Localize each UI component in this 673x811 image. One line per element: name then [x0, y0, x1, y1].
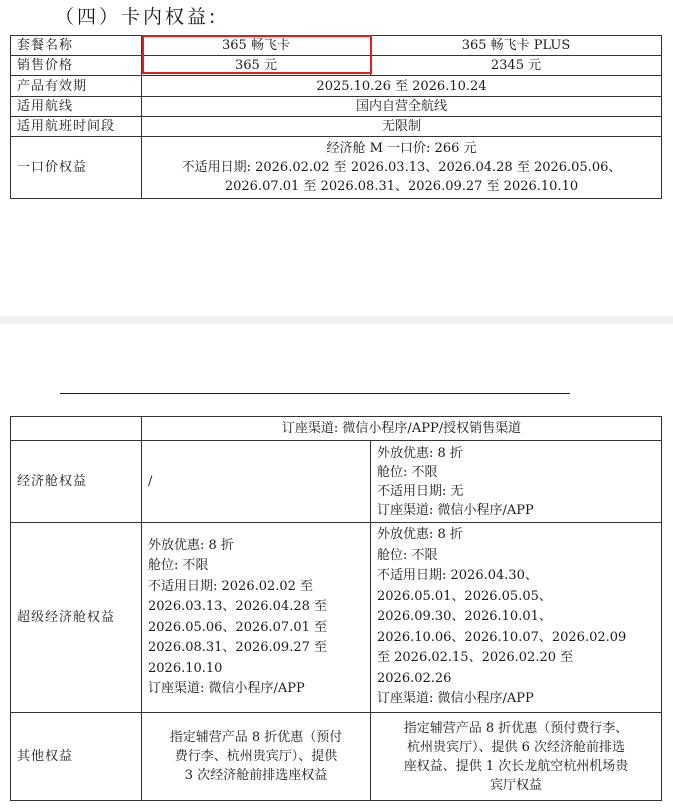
- label-fixed-price: 一口价权益: [11, 137, 142, 199]
- economy-plus-line: 外放优惠: 8 折: [377, 445, 463, 461]
- label-validity: 产品有效期: [11, 76, 142, 97]
- fixed-price-line: 经济舱 M 一口价: 266 元: [326, 141, 477, 156]
- table-row-other: [11, 713, 662, 801]
- label-super-economy: 超级经济舱权益: [11, 523, 142, 713]
- economy-365-value: /: [142, 441, 371, 523]
- section-heading: （四）卡内权益:: [55, 6, 219, 28]
- highlight-box: [142, 35, 372, 74]
- label-flight-time: 适用航班时间段: [11, 117, 142, 137]
- other-365-line: 指定辅营产品 8 折优惠（预付: [169, 730, 343, 745]
- label-route: 适用航线: [11, 97, 142, 117]
- flight-time-value: 无限制: [142, 117, 662, 137]
- economy-plus-line: 舱位: 不限: [377, 464, 438, 480]
- validity-value: 2025.10.26 至 2026.10.24: [142, 76, 662, 97]
- package-365-name: 365 畅飞卡: [142, 36, 371, 56]
- super-plus-line: 不适用日期: 2026.04.30、: [377, 568, 538, 584]
- other-365-line: 3 次经济舱前排选座权益: [184, 768, 328, 783]
- table-row-super-economy: [11, 523, 662, 713]
- table-row-route: [11, 97, 662, 117]
- package-365-price: 365 元: [142, 56, 371, 76]
- super-economy-plus-value: [371, 523, 662, 713]
- package-plus-price: 2345 元: [371, 56, 662, 76]
- label-economy: 经济舱权益: [11, 441, 142, 523]
- table-row-validity: [11, 76, 662, 97]
- package-plus-name: 365 畅飞卡 PLUS: [371, 36, 662, 56]
- fixed-price-value: [142, 137, 662, 199]
- other-plus-line: 指定辅营产品 8 折优惠（预付费行李、: [403, 720, 629, 736]
- super-365-line: 舱位: 不限: [148, 558, 209, 573]
- super-plus-line: 舱位: 不限: [377, 547, 438, 563]
- super-economy-365-value: [142, 523, 371, 713]
- super-plus-line: 至 2026.02.15、2026.02.20 至: [377, 650, 574, 666]
- super-plus-line: 2026.10.06、2026.10.07、2026.02.09: [377, 629, 627, 645]
- super-365-line: 2026.10.10: [148, 660, 223, 676]
- economy-plus-line: 不适用日期: 无: [377, 483, 464, 499]
- table-row-economy: [11, 441, 662, 523]
- super-365-line: 不适用日期: 2026.02.02 至: [148, 578, 314, 594]
- table-row-channel: [11, 417, 662, 441]
- super-365-line: 2026.03.13、2026.04.28 至: [148, 599, 327, 614]
- super-plus-line: 订座渠道: 微信小程序/APP: [377, 691, 534, 707]
- super-365-line: 2026.08.31、2026.09.27 至: [148, 640, 327, 655]
- route-value: 国内自营全航线: [142, 97, 662, 117]
- super-365-line: 2026.05.06、2026.07.01 至: [148, 619, 327, 635]
- other-plus-line: 座权益、提供 1 次长龙航空杭州机场贵: [403, 758, 629, 774]
- label-other: 其他权益: [11, 713, 142, 801]
- economy-plus-value: [371, 441, 662, 523]
- label-package-name: 套餐名称: [11, 36, 142, 56]
- super-365-line: 外放优惠: 8 折: [148, 537, 234, 553]
- channel-value: 订座渠道: 微信小程序/APP/授权销售渠道: [142, 417, 662, 441]
- other-plus-line: 宾厅权益: [489, 777, 542, 793]
- page-divider-line: [60, 393, 570, 394]
- super-plus-line: 2026.02.26: [377, 670, 452, 686]
- blank-cell: [11, 417, 142, 441]
- super-plus-line: 外放优惠: 8 折: [377, 527, 463, 543]
- table-row-fixed-price: [11, 137, 662, 199]
- table-row-time: [11, 117, 662, 137]
- other-365-line: 费行李、杭州贵宾厅）、提供: [174, 749, 338, 764]
- label-price: 销售价格: [11, 56, 142, 76]
- page-gap: [0, 316, 673, 324]
- super-plus-line: 2026.09.30、2026.10.01、: [377, 609, 552, 625]
- other-365-value: [142, 713, 371, 801]
- economy-plus-line: 订座渠道: 微信小程序/APP: [377, 502, 534, 518]
- super-plus-line: 2026.05.01、2026.05.05、: [377, 588, 552, 604]
- benefits-table-bottom: [10, 416, 662, 801]
- fixed-price-line: 2026.07.01 至 2026.08.31、2026.09.27 至 2026.10.10: [224, 179, 579, 194]
- other-plus-value: [371, 713, 662, 801]
- other-plus-line: 杭州贵宾厅）、提供 6 次经济舱前排选: [406, 739, 626, 755]
- super-365-line: 订座渠道: 微信小程序/APP: [148, 681, 305, 696]
- fixed-price-line: 不适用日期: 2026.02.02 至 2026.03.13、2026.04.28 至 2026.05.06、: [181, 160, 622, 175]
